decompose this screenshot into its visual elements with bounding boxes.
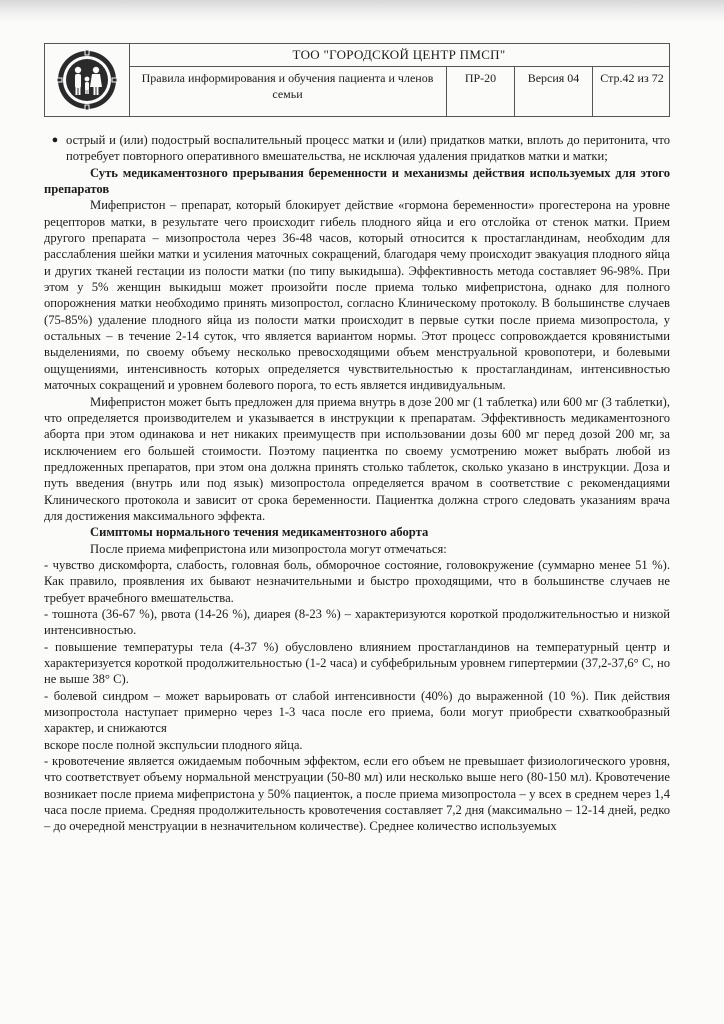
organization-name: ТОО "ГОРОДСКОЙ ЦЕНТР ПМСП" bbox=[129, 44, 669, 67]
symptom-item: - тошнота (36-67 %), рвота (14-26 %), диарея (8-23 %) – характеризуются короткой продолжительностью и низкой интенсивностью. bbox=[44, 606, 670, 638]
symptom-item-continuation: вскоре после полной экспульсии плодного яйца. bbox=[44, 737, 303, 752]
bullet-item bbox=[44, 132, 670, 165]
symptom-item: - болевой синдром – может варьировать от слабой интенсивности (40%) до выраженной (10 %). Пик действия мизопростола наступает примерно через 1-3 часа после его приема, боли могут приобрести схваткообразный характер, и снижаются bbox=[44, 688, 670, 736]
document-body bbox=[44, 132, 670, 835]
section-heading: Симптомы нормального течения медикаментозного аборта bbox=[90, 525, 429, 540]
bullet-icon: ● bbox=[51, 134, 59, 146]
bullet-text: острый и (или) подострый воспалительный процесс матки и (или) придатков матки, вплоть до перитонита, что потребует повторного оперативного вмешательства, не исключая удаления придатков матки и матки; bbox=[66, 133, 670, 164]
logo-cell bbox=[45, 44, 130, 116]
document-version: Версия 04 bbox=[515, 66, 593, 116]
page-number: Стр.42 из 72 bbox=[600, 71, 664, 85]
document-title: Правила информирования и обучения пациента и членов семьи bbox=[129, 66, 447, 116]
symptom-item: - кровотечение является ожидаемым побочным эффектом, если его объем не превышает физиологического уровня, что соответствует объему нормальной менструации (50-80 мл) или несколько выше него (80-150 мл). Кровотечение возникает после приема мифепристона у 50% пациенток, а после приема мизопростола – у всех в среднем через 1,4 часа после приема. Средняя продолжительность кровотечения составляет 7,2 дня (максимально – 12-14 дней, редко – до очередной менструации в незначительном количестве). Среднее количество используемых bbox=[44, 754, 670, 834]
symptom-item: - чувство дискомфорта, слабость, головная боль, обморочное состояние, головокружение (суммарно менее 51 %). Как правило, проявления их бывают незначительными и быстро проходящими, что в большинстве случаев не требует врачебного вмешательства. bbox=[44, 557, 670, 605]
family-circle-logo-icon bbox=[56, 49, 118, 111]
paragraph: Мифепристон – препарат, который блокирует действие «гормона беременности» прогестерона на уровне рецепторов матки, в результате чего происходит гибель плодного яйца и его отслойка от стенок матки. Прием другого препарата – мизопростола через 36-48 часов, который относится к простагландинам, необходим для расслабления шейки матки и усиления маточных сокращений, благодаря чему происходит эвакуация плодного яйца и других тканей гестации из полости матки (по типу выкидыша). Эффективность метода составляет 96-98%. При этом у 5% женщин выкидыш может произойти после приема только мифепристона, однако для полного опорожнения матки необходимо принять мизопростол, согласно Клиническому протоколу. В большинстве случаев (75-85%) удаление плодного яйца из полости матки происходит в первые сутки после приема мизопростола, у остальных – в течение 2-14 суток, что является вариантом нормы. Этот процесс сопровождается кровянистыми выделениями, по своему объему несколько превосходящими объем менструальной кровопотери, и болевыми ощущениями, интенсивность которых определяется чувствительностью к простагландинам, интенсивностью маточных сокращений и уровнем болевого порога, то есть является индивидуальным. bbox=[44, 198, 670, 393]
section-heading: Суть медикаментозного прерывания беременности и механизмы действия используемых для этого препаратов bbox=[44, 165, 670, 197]
symptom-item: - повышение температуры тела (4-37 %) обусловлено влиянием простагландинов на температурный центр и характеризуется короткой продолжительностью (1-2 часа) и субфебрильным уровнем гипертермии (37,2-37,6° C, но не выше 38° C). bbox=[44, 639, 670, 687]
scan-edge bbox=[0, 0, 724, 22]
paragraph: После приема мифепристона или мизопростола могут отмечаться: bbox=[90, 541, 447, 556]
document-code: ПР-20 bbox=[447, 66, 515, 116]
document-header-table bbox=[44, 43, 670, 117]
header-meta-row bbox=[129, 66, 669, 116]
paragraph: Мифепристон может быть предложен для приема внутрь в дозе 200 мг (1 таблетка) или 600 мг (3 таблетки), что определяется производителем и указывается в инструкции к препаратам. Эффективность медикаментозного аборта при этом одинакова и нет никаких преимуществ при использовании дозы 600 мг перед дозой 200 мг, за исключением его большей стоимости. Поэтому пациентка по своему усмотрению может выбрать любой из предложенных препаратов, при этом она должна принять столько таблеток, сколько указано в инструкции. Доза и путь введения (внутрь или под язык) мизопростола определяется врачом в соответствие с рекомендациями Клинического протокола и зависит от срока беременности. Пациентка должна строго следовать указаниям врача для достижения максимального эффекта. bbox=[44, 394, 671, 523]
